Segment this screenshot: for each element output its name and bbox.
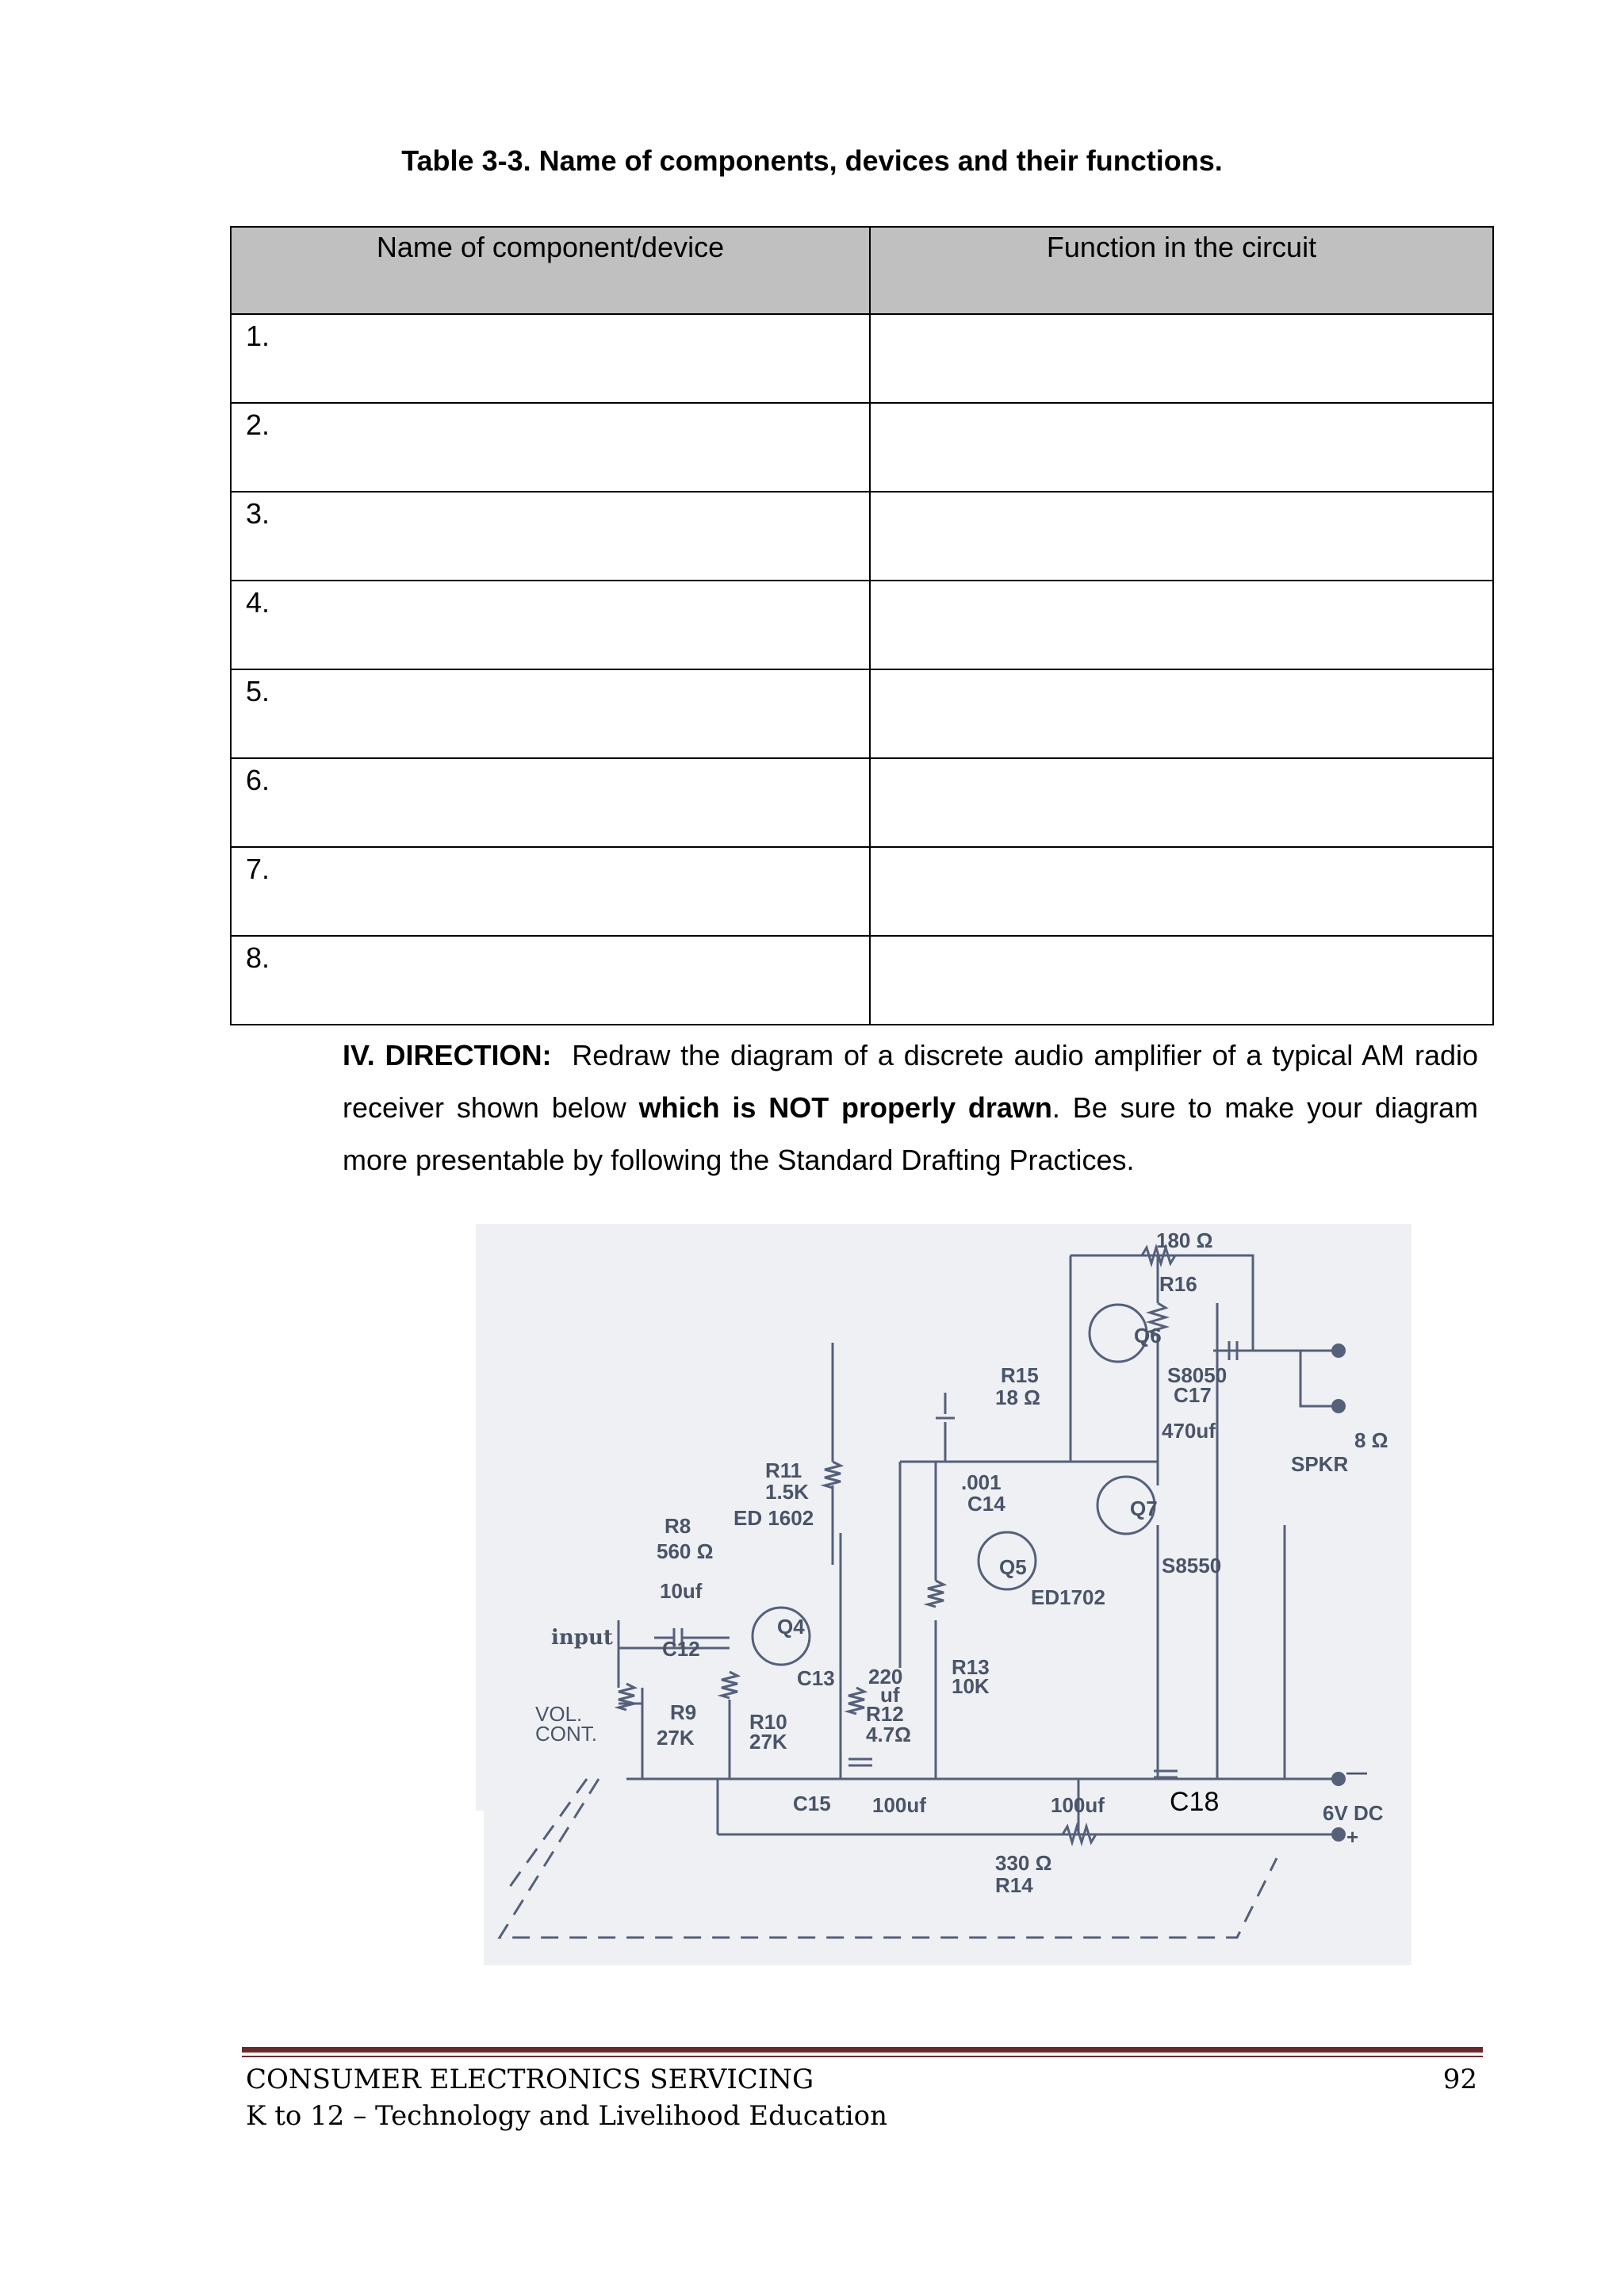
label-r14-value: 330 Ω [995,1851,1052,1875]
table-header-row [231,227,1493,314]
function-cell[interactable] [870,936,1493,1025]
label-r12-value: 4.7Ω [866,1723,911,1746]
label-s8550: S8550 [1162,1554,1222,1577]
direction-bold: which is NOT properly drawn [638,1091,1052,1124]
footer-course: CONSUMER ELECTRONICS SERVICING [246,2064,814,2095]
table-row [231,847,1493,936]
header-function: Function in the circuit [870,227,1493,314]
function-cell[interactable] [870,581,1493,669]
function-cell[interactable] [870,847,1493,936]
circuit-diagram [476,1224,1411,1965]
label-r9-value: 27K [657,1726,695,1750]
footer-subtitle: K to 12 – Technology and Livelihood Education [246,2100,887,2132]
table-row [231,314,1493,403]
label-r12: R12 [866,1702,904,1726]
label-r10: R10 [749,1710,787,1734]
label-q6: Q6 [1134,1324,1162,1347]
label-c14: C14 [967,1492,1005,1516]
row-number: 4. [231,581,870,669]
label-c13: C13 [797,1666,835,1690]
circuit-svg [476,1224,1411,1965]
label-ed1602: ED 1602 [733,1506,814,1530]
label-r16-value: 180 Ω [1156,1228,1213,1252]
function-cell[interactable] [870,669,1493,758]
direction-text-2: . Be sure to make your diagram more presentable by following the Standard Drafting Practices. [343,1091,1478,1176]
label-6v-dc: 6V DC [1323,1801,1384,1825]
footer-rule [242,2047,1483,2053]
label-r16: R16 [1159,1272,1197,1296]
table-row [231,581,1493,669]
label-c15: C15 [793,1792,831,1815]
direction-paragraph [343,1029,1478,1186]
table-row [231,669,1493,758]
label-minus: — [1346,1760,1367,1784]
components-table [230,226,1494,1025]
label-q4: Q4 [777,1615,805,1639]
label-c12-value: 10uf [660,1579,703,1603]
label-speaker-ohm: 8 Ω [1354,1428,1388,1452]
row-number: 7. [231,847,870,936]
label-r8-value: 560 Ω [657,1539,714,1563]
label-r15: R15 [1001,1363,1039,1387]
function-cell[interactable] [870,758,1493,847]
label-r8: R8 [665,1514,691,1538]
label-ed1702: ED1702 [1031,1585,1105,1609]
label-r15-value: 18 Ω [995,1386,1040,1409]
label-r13-value: 10K [952,1674,990,1698]
row-number: 8. [231,936,870,1025]
label-q7: Q7 [1130,1497,1158,1520]
row-number: 5. [231,669,870,758]
label-plus: + [1346,1825,1359,1849]
label-s8050: S8050 [1167,1363,1228,1387]
footer-page-number: 92 [1442,2064,1477,2095]
row-number: 3. [231,492,870,581]
row-number: 2. [231,403,870,492]
label-c15-value: 100uf [872,1793,926,1817]
header-component: Name of component/device [231,227,870,314]
label-input: input [551,1626,613,1650]
label-r9: R9 [670,1700,697,1724]
table-row [231,758,1493,847]
footer-rule-thin [242,2056,1483,2057]
label-c13-value-2: uf [880,1683,900,1707]
table-caption: Table 3-3. Name of components, devices and their functions. [401,144,1223,177]
label-c18-value: 100uf [1051,1793,1105,1817]
label-r10-value: 27K [749,1730,787,1754]
label-c17-value: 470uf [1162,1419,1216,1443]
label-c12: C12 [662,1637,700,1661]
label-r14: R14 [995,1873,1033,1897]
table-row [231,403,1493,492]
direction-text-1: Redraw the diagram of a discrete audio amplifier of a typical AM radio receiver shown below [343,1039,1478,1124]
label-cont: CONT. [535,1722,597,1746]
function-cell[interactable] [870,314,1493,403]
label-c13-value-1: 220 [868,1665,903,1688]
function-cell[interactable] [870,403,1493,492]
label-r13: R13 [952,1655,990,1679]
label-r11: R11 [765,1458,802,1482]
label-q5: Q5 [999,1555,1027,1579]
label-c18: C18 [1170,1787,1220,1817]
table-row [231,936,1493,1025]
label-speaker: SPKR [1291,1452,1349,1476]
label-vol: VOL. [535,1702,583,1726]
function-cell[interactable] [870,492,1493,581]
label-r11-value: 1.5K [765,1480,809,1504]
row-number: 6. [231,758,870,847]
direction-label: IV. DIRECTION: [343,1039,552,1071]
label-c17: C17 [1174,1383,1212,1407]
label-c14-value: .001 [961,1470,1002,1494]
table-row [231,492,1493,581]
row-number: 1. [231,314,870,403]
